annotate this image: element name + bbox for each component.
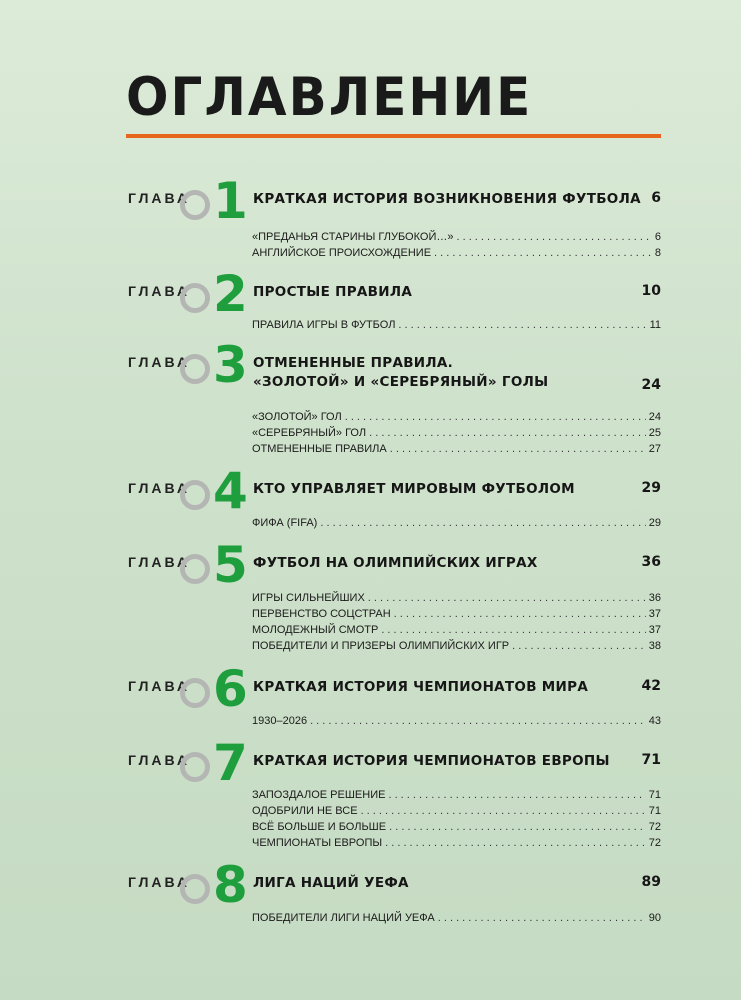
chapter-title: КРАТКАЯ ИСТОРИЯ ЧЕМПИОНАТОВ МИРА (253, 679, 589, 695)
toc-entry[interactable] (252, 910, 661, 926)
entry-page-number: 71 (648, 789, 661, 801)
entry-title: ЧЕМПИОНАТЫ ЕВРОПЫ (252, 837, 383, 849)
entry-title: ПРАВИЛА ИГРЫ В ФУТБОЛ (252, 319, 396, 331)
entry-title: ИГРЫ СИЛЬНЕЙШИХ (252, 592, 365, 604)
entry-title: ПЕРВЕНСТВО СОЦСТРАН (252, 608, 391, 620)
entry-title: «ПРЕДАНЬЯ СТАРИНЫ ГЛУБОКОЙ…» (252, 231, 454, 243)
chapter-number: 8 (213, 856, 248, 914)
dot-leader (394, 606, 646, 622)
entry-page-number: 72 (648, 821, 661, 833)
ring-icon (180, 678, 210, 708)
toc-entry[interactable] (252, 713, 661, 729)
ring-icon (180, 283, 210, 313)
entry-title: «ЗОЛОТОЙ» ГОЛ (252, 411, 342, 423)
dot-leader (368, 590, 646, 606)
dot-leader (434, 245, 652, 261)
toc-entry[interactable] (252, 638, 661, 654)
chapter-label: ГЛАВА (128, 554, 191, 570)
toc-entry[interactable] (252, 441, 661, 457)
chapter-label: ГЛАВА (128, 283, 191, 299)
chapter-title: КРАТКАЯ ИСТОРИЯ ЧЕМПИОНАТОВ ЕВРОПЫ (253, 753, 610, 769)
chapter-title: КТО УПРАВЛЯЕТ МИРОВЫМ ФУТБОЛОМ (253, 481, 575, 497)
dot-leader (361, 803, 646, 819)
ring-icon (180, 480, 210, 510)
chapter-page-number: 71 (641, 752, 661, 768)
chapter-number: 7 (213, 734, 248, 792)
entry-title: 1930–2026 (252, 715, 308, 727)
chapter-title: ЛИГА НАЦИЙ УЕФА (253, 875, 409, 891)
chapter-title: ПРОСТЫЕ ПРАВИЛА (253, 284, 413, 300)
ring-icon (180, 554, 210, 584)
toc-entry[interactable] (252, 245, 661, 261)
dot-leader (512, 638, 646, 654)
toc-entry[interactable] (252, 590, 661, 606)
chapter-label: ГЛАВА (128, 752, 191, 768)
entry-page-number: 6 (654, 231, 661, 243)
entry-page-number: 8 (654, 247, 661, 259)
dot-leader (381, 622, 645, 638)
chapter-number: 3 (213, 336, 248, 394)
chapter-page-number: 36 (641, 554, 661, 570)
entry-title: ПОБЕДИТЕЛИ И ПРИЗЕРЫ ОЛИМПИЙСКИХ ИГР (252, 640, 510, 652)
toc-entry[interactable] (252, 425, 661, 441)
dot-leader (398, 317, 646, 333)
entry-page-number: 37 (648, 608, 661, 620)
chapter-page-number: 24 (641, 377, 661, 393)
entry-title: ОТМЕНЕННЫЕ ПРАВИЛА (252, 443, 387, 455)
entry-page-number: 25 (648, 427, 661, 439)
chapter-number: 1 (213, 172, 248, 230)
entry-page-number: 38 (648, 640, 661, 652)
dot-leader (390, 441, 646, 457)
toc-entry[interactable] (252, 409, 661, 425)
ring-icon (180, 752, 210, 782)
toc-entry[interactable] (252, 317, 661, 333)
entry-page-number: 37 (648, 624, 661, 636)
entry-page-number: 36 (648, 592, 661, 604)
toc-entry[interactable] (252, 803, 661, 819)
entry-page-number: 29 (648, 517, 661, 529)
dot-leader (310, 713, 646, 729)
chapter-label: ГЛАВА (128, 354, 191, 370)
dot-leader (385, 835, 646, 851)
toc-entry[interactable] (252, 229, 661, 245)
chapter-page-number: 10 (641, 283, 661, 299)
toc-entry[interactable] (252, 787, 661, 803)
title-underline (126, 134, 661, 138)
entry-page-number: 11 (649, 319, 661, 331)
chapter-number: 4 (213, 462, 248, 520)
dot-leader (388, 787, 645, 803)
chapter-page-number: 42 (641, 678, 661, 694)
ring-icon (180, 354, 210, 384)
chapter-label: ГЛАВА (128, 480, 191, 496)
chapter-label: ГЛАВА (128, 678, 191, 694)
chapter-page-number: 89 (641, 874, 661, 890)
dot-leader (320, 515, 645, 531)
chapter-title: КРАТКАЯ ИСТОРИЯ ВОЗНИКНОВЕНИЯ ФУТБОЛА (253, 191, 641, 207)
page-title: ОГЛАВЛЕНИЕ (126, 66, 533, 128)
toc-entry[interactable] (252, 835, 661, 851)
toc-entry[interactable] (252, 622, 661, 638)
chapter-page-number: 6 (651, 190, 661, 206)
entry-page-number: 24 (648, 411, 661, 423)
chapter-title: ОТМЕНЕННЫЕ ПРАВИЛА. «ЗОЛОТОЙ» И «СЕРЕБРЯНЫЙ» ГОЛЫ (253, 355, 549, 390)
entry-page-number: 72 (648, 837, 661, 849)
entry-page-number: 71 (648, 805, 661, 817)
dot-leader (369, 425, 646, 441)
toc-entry[interactable] (252, 515, 661, 531)
toc-entry[interactable] (252, 819, 661, 835)
ring-icon (180, 190, 210, 220)
entry-page-number: 90 (648, 912, 661, 924)
chapter-number: 5 (213, 536, 248, 594)
dot-leader (438, 910, 646, 926)
chapter-title: ФУТБОЛ НА ОЛИМПИЙСКИХ ИГРАХ (253, 555, 538, 571)
entry-title: ВСЁ БОЛЬШЕ И БОЛЬШЕ (252, 821, 387, 833)
entry-title: ЗАПОЗДАЛОЕ РЕШЕНИЕ (252, 789, 386, 801)
chapter-number: 2 (213, 265, 248, 323)
chapter-label: ГЛАВА (128, 190, 191, 206)
dot-leader (456, 229, 651, 245)
chapter-page-number: 29 (641, 480, 661, 496)
ring-icon (180, 874, 210, 904)
dot-leader (345, 409, 646, 425)
entry-title: АНГЛИЙСКОЕ ПРОИСХОЖДЕНИЕ (252, 247, 432, 259)
toc-entry[interactable] (252, 606, 661, 622)
entry-title: МОЛОДЕЖНЫЙ СМОТР (252, 624, 379, 636)
entry-title: ОДОБРИЛИ НЕ ВСЕ (252, 805, 358, 817)
entry-page-number: 43 (648, 715, 661, 727)
entry-title: ФИФА (FIFA) (252, 517, 318, 529)
entry-title: ПОБЕДИТЕЛИ ЛИГИ НАЦИЙ УЕФА (252, 912, 435, 924)
chapter-label: ГЛАВА (128, 874, 191, 890)
dot-leader (389, 819, 646, 835)
entry-page-number: 27 (648, 443, 661, 455)
chapter-number: 6 (213, 660, 248, 718)
entry-title: «СЕРЕБРЯНЫЙ» ГОЛ (252, 427, 367, 439)
